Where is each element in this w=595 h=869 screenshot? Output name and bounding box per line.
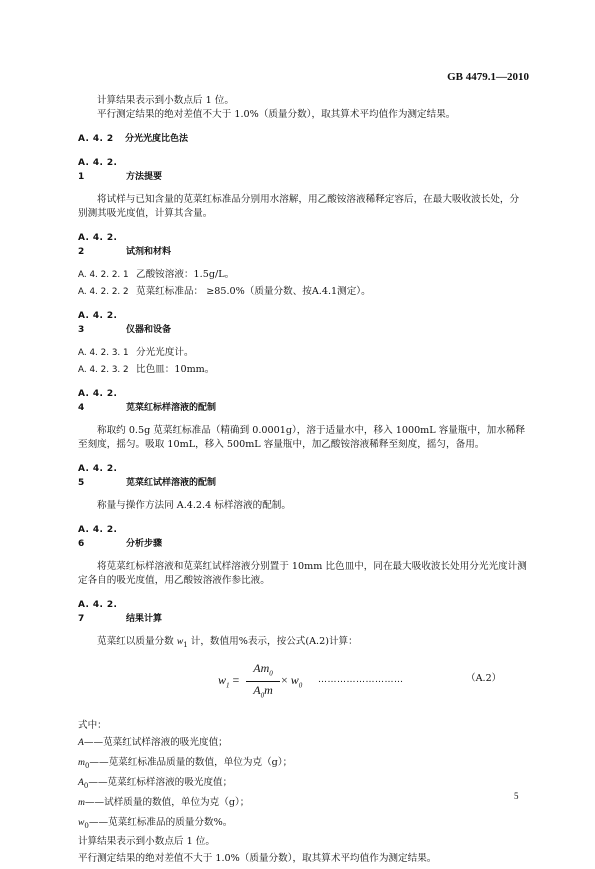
- section-title: 分光光度比色法: [125, 134, 189, 144]
- standard-code-header: GB 4479.1—2010: [447, 71, 529, 83]
- item-text: 比色皿：10mm。: [136, 364, 215, 375]
- formula-lhs: [218, 673, 239, 692]
- formula-rhs: [281, 673, 302, 692]
- symbol: m: [264, 683, 273, 698]
- subscript: 0: [260, 691, 265, 700]
- section-heading-a422: [78, 231, 528, 259]
- symbol: A: [253, 660, 261, 675]
- section-title: 结果计算: [126, 614, 163, 624]
- symbol: m: [260, 660, 270, 675]
- variable-definitions: [78, 719, 528, 867]
- subscript: 0: [84, 761, 90, 770]
- definition-row: [78, 756, 528, 773]
- formula-a2: [78, 658, 528, 716]
- definitions-intro: 式中：: [78, 719, 107, 731]
- times-sign: ×: [281, 672, 291, 687]
- symbol: A: [253, 683, 261, 698]
- document-body: [78, 94, 528, 869]
- section-heading-a425: [78, 462, 528, 490]
- parallel-result-text: 平行测定结果的绝对差值不大于 1.0%（质量分数），取其算术平均值作为测定结果。: [78, 853, 437, 865]
- analysis-steps-text: 将苋菜红标样溶液和苋菜红试样溶液分别置于 10mm 比色皿中，同在最大吸收波长处用分光光度计测定各自的吸光度值，用乙酸铵溶液作参比液。: [78, 561, 527, 586]
- symbol: m: [78, 796, 85, 808]
- subscript: 0: [269, 669, 273, 678]
- item-number: A. 4. 2. 2. 1: [78, 270, 129, 280]
- definition-row: [78, 816, 528, 833]
- equals-sign: =: [229, 672, 240, 687]
- item-number: A. 4. 2. 2. 2: [78, 287, 129, 297]
- symbol: m: [78, 756, 85, 768]
- subscript: 1: [226, 681, 230, 690]
- list-item: [78, 346, 528, 360]
- section-number: A. 4. 2. 5: [78, 464, 118, 488]
- variable-subscript: 1: [183, 640, 188, 649]
- section-number: A. 4. 2. 7: [78, 600, 118, 624]
- section-heading-a424: [78, 387, 528, 415]
- section-title: 仪器和设备: [126, 325, 172, 335]
- section-number: A. 4. 2. 2: [78, 233, 118, 257]
- variable: w: [176, 636, 184, 647]
- section-title: 苋菜红试样溶液的配制: [126, 478, 217, 488]
- section-number: A. 4. 2. 3: [78, 311, 118, 335]
- section-title: 方法提要: [126, 172, 163, 182]
- section-title: 试剂和材料: [126, 247, 172, 257]
- method-summary-text: 将试样与已知含量的苋菜红标准品分别用水溶解，用乙酸铵溶液稀释定容后，在最大吸收波长处，分别测其吸光度值，计算其含量。: [78, 194, 520, 219]
- definition-text: ——苋菜红标准品的质量分数%。: [88, 816, 233, 828]
- subscript: 0: [84, 821, 89, 830]
- formula-fraction: [246, 661, 280, 703]
- definition-text: ——苋菜红试样溶液的吸光度值；: [83, 736, 228, 748]
- section-heading-a42: [78, 132, 528, 146]
- parallel-result-text: 平行测定结果的绝对差值不大于 1.0%（质量分数），取其算术平均值作为测定结果。: [97, 109, 456, 120]
- definition-row: [78, 796, 528, 813]
- section-title: 苋菜红标样溶液的配制: [126, 403, 217, 413]
- definition-row: [78, 736, 528, 753]
- list-item: [78, 363, 528, 377]
- list-item: [78, 285, 528, 299]
- item-number: A. 4. 2. 3. 1: [78, 348, 129, 358]
- item-number: A. 4. 2. 3. 2: [78, 365, 129, 375]
- section-number: A. 4. 2. 1: [78, 158, 118, 182]
- definition-text: ——苋菜红标准品质量的数值，单位为克（g）；: [89, 756, 293, 768]
- definition-text: ——苋菜红标样溶液的吸光度值；: [88, 776, 233, 788]
- leader-dots: ………………………: [318, 674, 404, 685]
- definition-row: [78, 776, 528, 793]
- section-heading-a426: [78, 523, 528, 551]
- symbol: w: [218, 672, 227, 687]
- symbol: w: [78, 816, 85, 828]
- symbol: A: [78, 736, 84, 748]
- item-text: 乙酸铵溶液：1.5g/L。: [136, 269, 235, 280]
- intro-text: 计，数值用%表示，按公式(A.2)计算：: [187, 636, 358, 647]
- item-text: 分光光度计。: [136, 347, 194, 358]
- section-heading-a427: [78, 598, 528, 626]
- standard-solution-prep-text: 称取约 0.5g 苋菜红标准品（精确到 0.0001g），溶于适量水中，移入 1000mL 容量瓶中，加水稀释至刻度，摇匀。吸取 10mL，移入 500mL 容量瓶中，加乙酸铵溶液稀释至刻度，摇匀，备用。: [78, 425, 526, 450]
- equation-number: （A.2）: [466, 672, 502, 684]
- definition-text: ——试样质量的数值，单位为克（g）；: [84, 796, 250, 808]
- section-number: A. 4. 2: [78, 134, 114, 144]
- result-precision-text: 计算结果表示到小数点后 1 位。: [97, 95, 234, 106]
- calculation-intro-text: [78, 635, 528, 652]
- section-heading-a421: [78, 156, 528, 184]
- symbol: A: [78, 776, 84, 788]
- section-number: A. 4. 2. 4: [78, 389, 118, 413]
- subscript: 0: [83, 781, 89, 790]
- fraction-denominator: [246, 683, 280, 702]
- result-precision-text: 计算结果表示到小数点后 1 位。: [78, 836, 215, 848]
- section-number: A. 4. 2. 6: [78, 525, 118, 549]
- item-text: 苋菜红标准品： ≥85.0%（质量分数、按A.4.1测定）。: [136, 286, 371, 297]
- intro-text: 苋菜红以质量分数: [97, 636, 177, 647]
- symbol: w: [290, 672, 299, 687]
- sample-solution-prep-text: 称量与操作方法同 A.4.2.4 标样溶液的配制。: [97, 500, 291, 511]
- fraction-bar: [246, 681, 280, 682]
- section-title: 分析步骤: [126, 539, 163, 549]
- fraction-numerator: [246, 661, 280, 680]
- subscript: 0: [298, 681, 303, 690]
- list-item: [78, 268, 528, 282]
- page-number: 5: [514, 791, 519, 801]
- section-heading-a423: [78, 309, 528, 337]
